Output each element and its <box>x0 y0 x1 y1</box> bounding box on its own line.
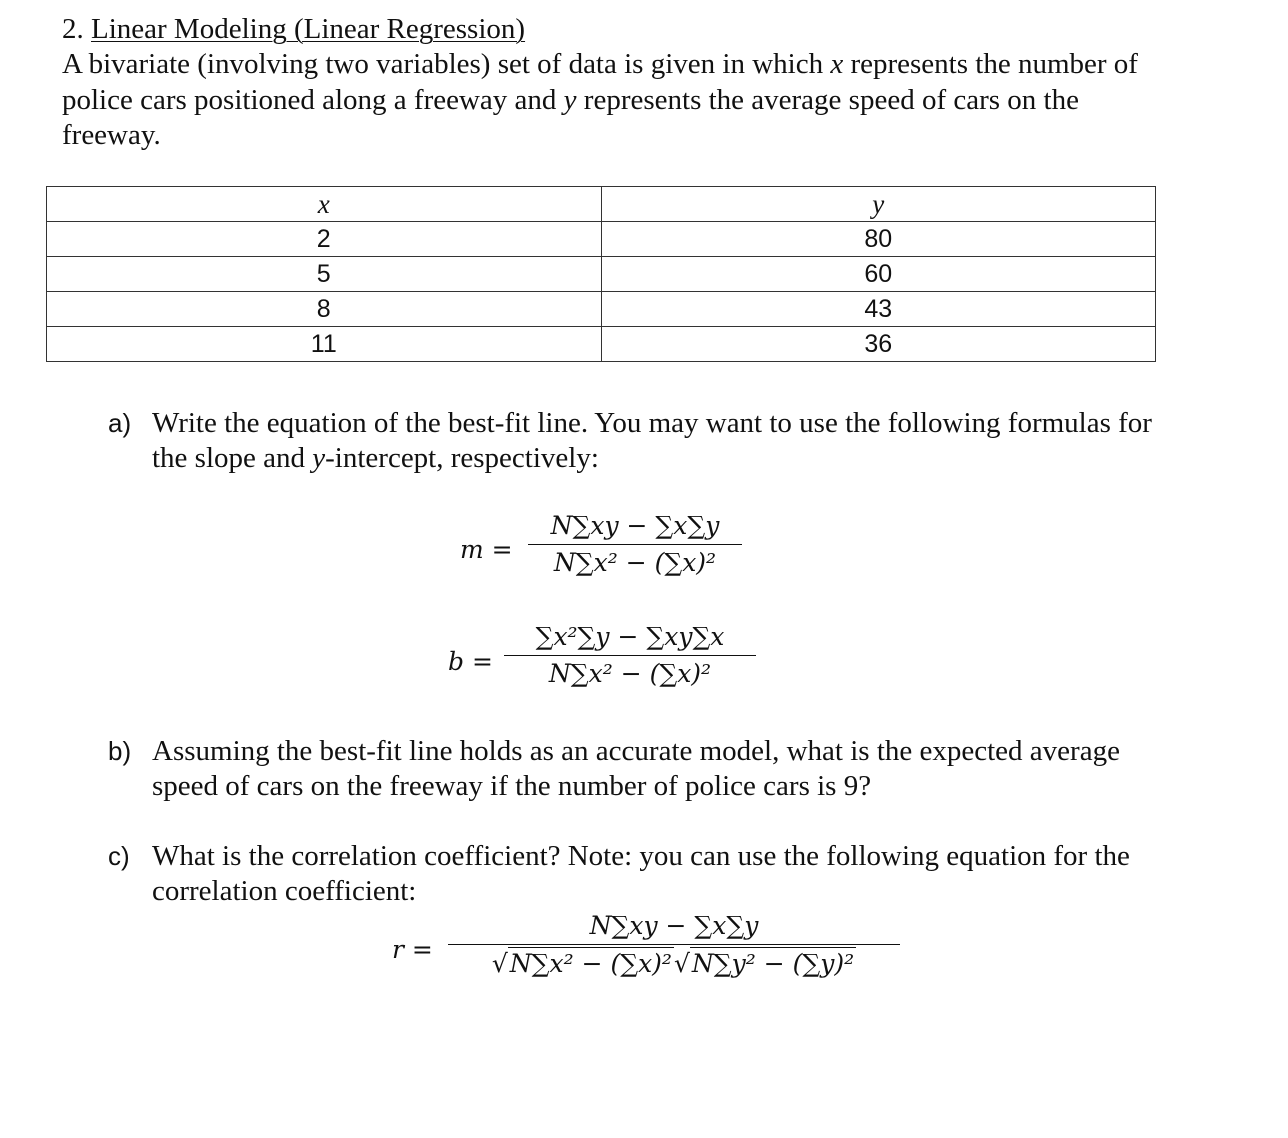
question-a-text-1: Write the equation of the best-fit line. You may want to use the following formulas for the slope and <box>152 407 1152 474</box>
cell-y: 36 <box>601 327 1156 362</box>
table-row <box>47 222 1156 257</box>
intro-text-1: A bivariate (involving two variables) set of data is given in which <box>62 48 831 80</box>
sqrt-icon: √ <box>491 949 508 978</box>
table-row <box>47 327 1156 362</box>
table-header-row <box>47 187 1156 222</box>
problem-number: 2. <box>62 13 91 45</box>
formula-intercept-fraction <box>504 621 756 690</box>
intro-text-3: represents the average speed of cars on the freeway. <box>62 83 1079 151</box>
intro-paragraph <box>62 47 1182 154</box>
sqrt-argument-x: N∑x² − (∑x)² <box>509 949 672 978</box>
question-a-text <box>152 406 1152 476</box>
cell-x: 8 <box>47 292 602 327</box>
formula-correlation-denominator <box>448 947 900 980</box>
sqrt-icon: √ <box>673 949 690 978</box>
cell-y: 43 <box>601 292 1156 327</box>
formula-slope-lhs: m = <box>460 535 513 564</box>
question-c-label: c) <box>108 841 130 871</box>
cell-x: 11 <box>47 327 602 362</box>
formula-correlation-numerator: N∑xy − ∑x∑y <box>589 911 759 940</box>
fraction-bar <box>528 544 742 545</box>
formula-slope-denominator: N∑x² − (∑x)² <box>553 548 717 577</box>
problem-heading <box>62 12 525 46</box>
intro-var-x: x <box>830 48 844 80</box>
fraction-bar <box>448 944 900 945</box>
formula-intercept-numerator: ∑x²∑y − ∑xy∑x <box>535 622 725 651</box>
question-b-label: b) <box>108 736 132 766</box>
cell-x: 2 <box>47 222 602 257</box>
formula-slope-numerator: N∑xy − ∑x∑y <box>550 511 720 540</box>
cell-y: 60 <box>601 257 1156 292</box>
data-table <box>46 186 1156 362</box>
header-x: x <box>47 187 602 222</box>
header-y: y <box>601 187 1156 222</box>
formula-intercept-denominator: N∑x² − (∑x)² <box>548 659 712 688</box>
cell-x: 5 <box>47 257 602 292</box>
question-a-var-y: y <box>312 442 326 474</box>
intro-text-2: represents the number of police cars positioned along a freeway and <box>62 48 1138 116</box>
formula-correlation-lhs: r = <box>392 935 433 964</box>
fraction-bar <box>504 655 756 656</box>
cell-y: 80 <box>601 222 1156 257</box>
sqrt-argument-y: N∑y² − (∑y)² <box>691 949 855 978</box>
formula-correlation-fraction <box>448 910 900 980</box>
question-a-text-2: -intercept, respectively: <box>325 442 599 474</box>
formula-intercept-lhs: b = <box>448 647 493 676</box>
problem-title: Linear Modeling (Linear Regression) <box>91 13 526 45</box>
question-c-text: What is the correlation coefficient? Note: you can use the following equation for the correlation coefficient: <box>152 840 1130 907</box>
intro-var-y: y <box>563 83 577 116</box>
formula-slope-fraction <box>528 510 742 579</box>
table-row <box>47 257 1156 292</box>
table-row <box>47 292 1156 327</box>
question-b-text: Assuming the best-fit line holds as an accurate model, what is the expected average speed of cars on the freeway if the number of police cars is 9? <box>152 735 1120 802</box>
question-a-label: a) <box>108 408 132 438</box>
